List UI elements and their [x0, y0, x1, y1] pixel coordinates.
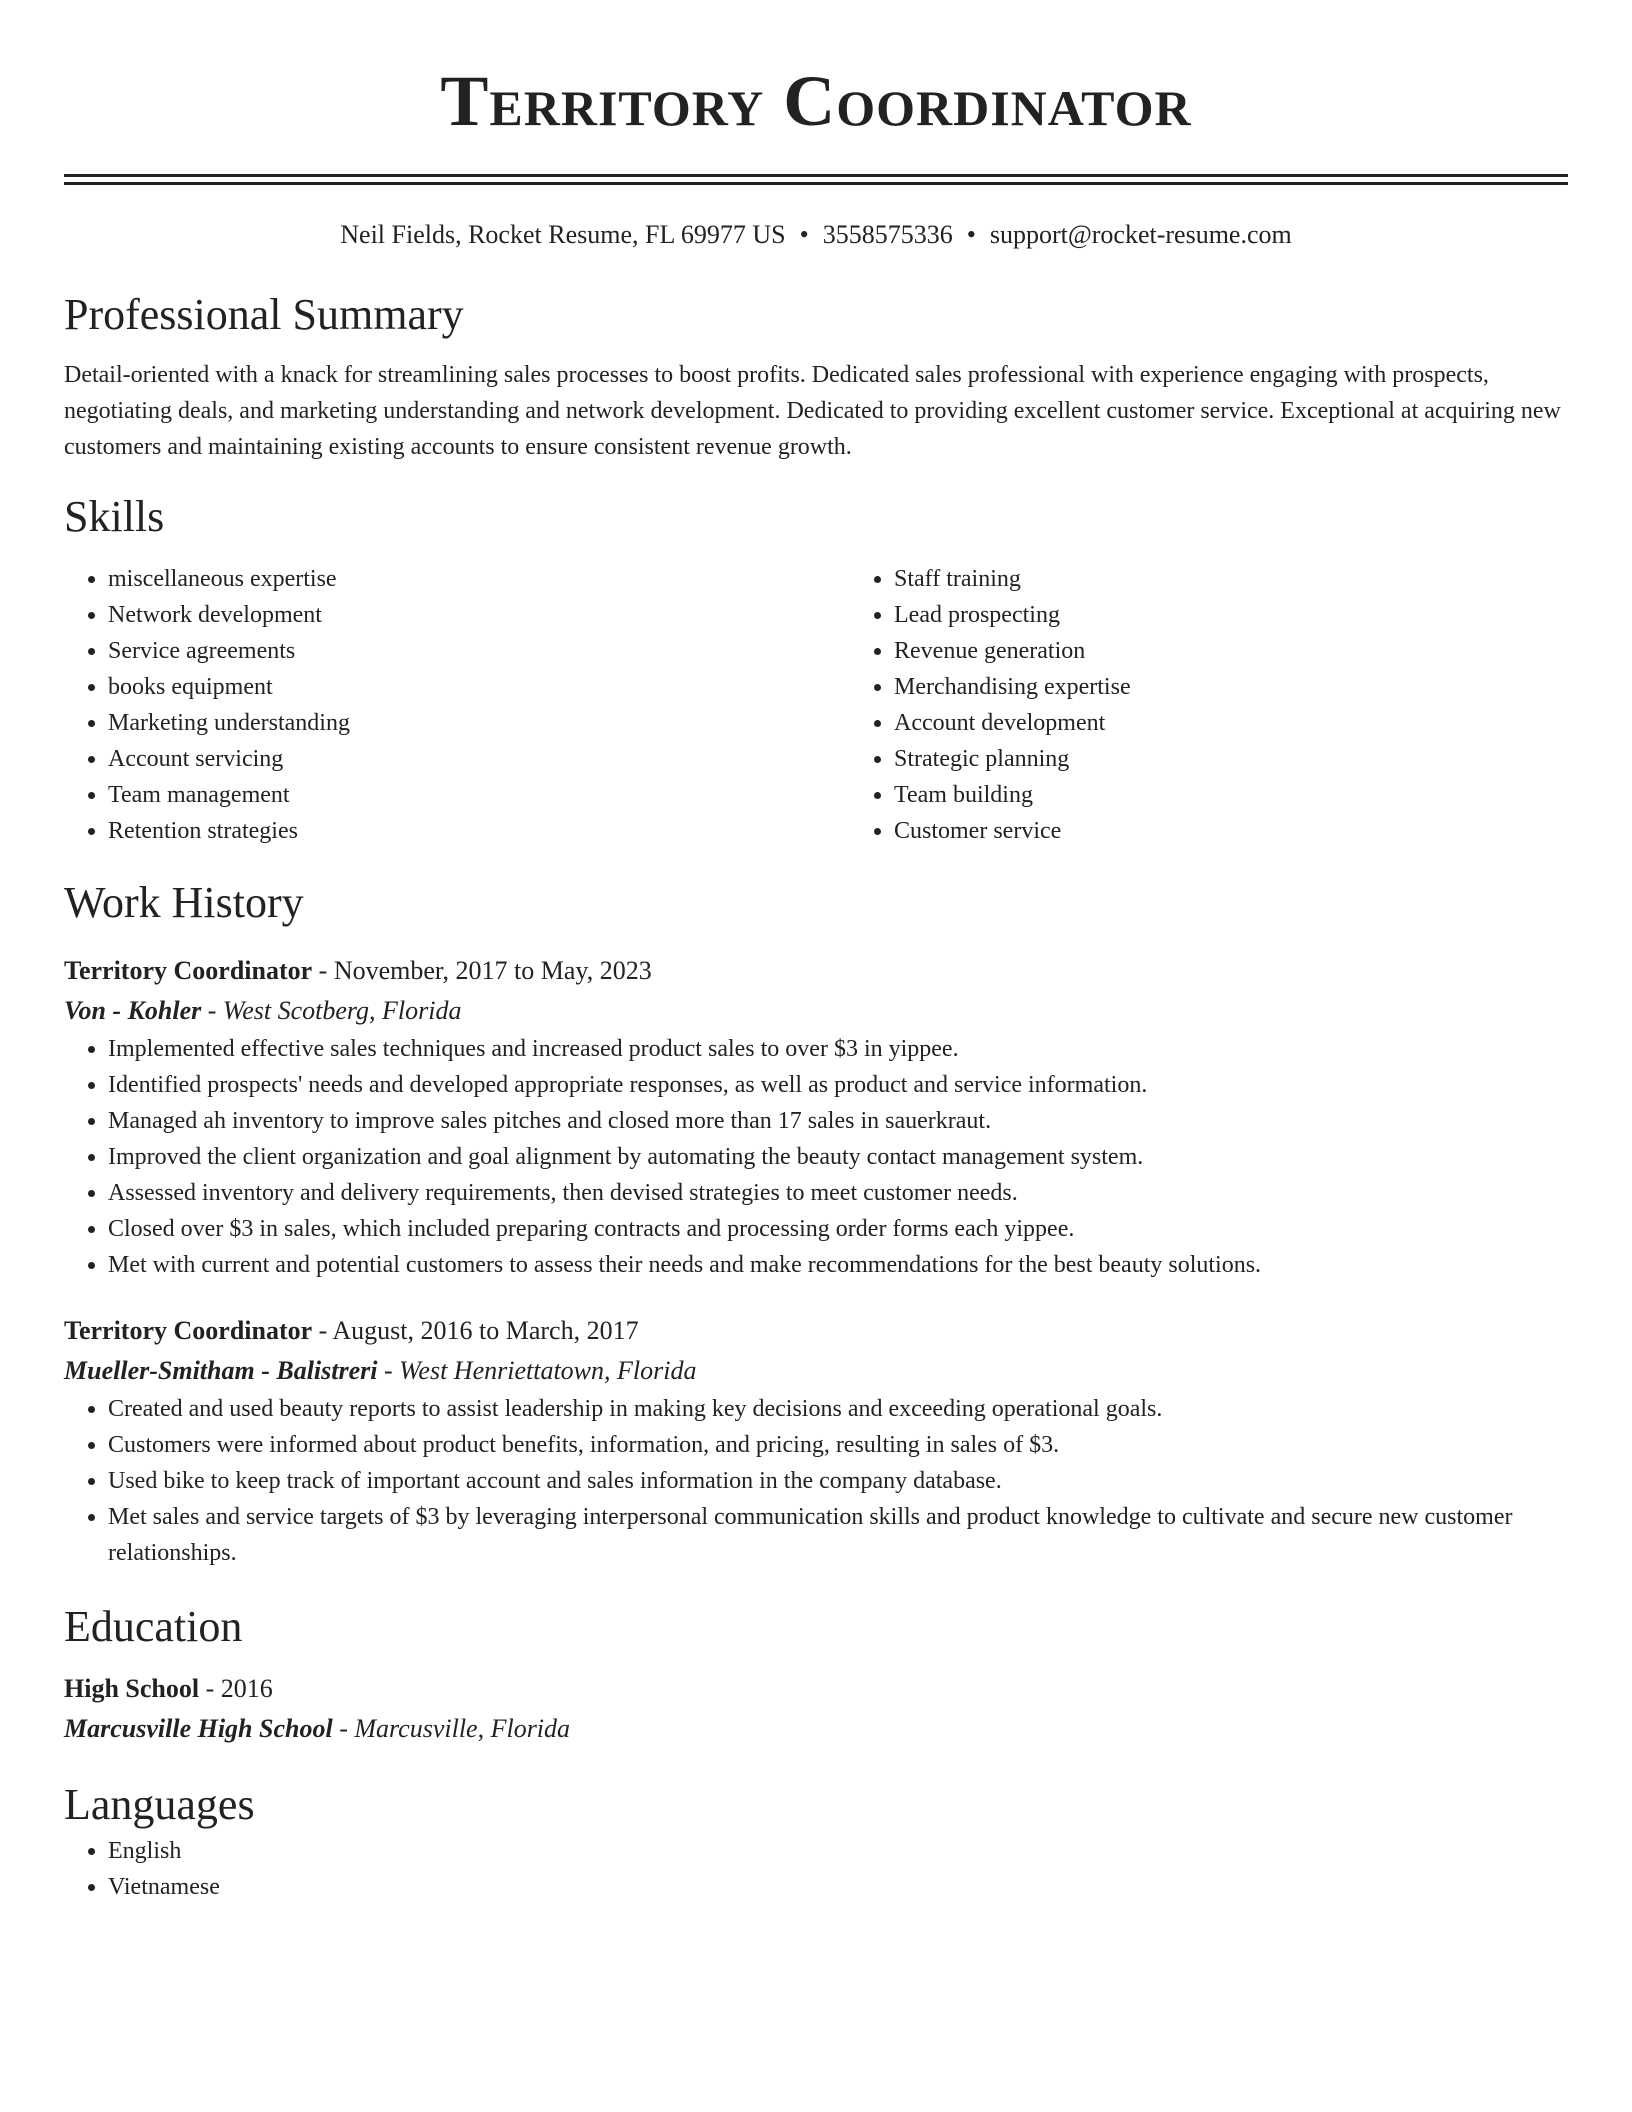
job-entry	[64, 951, 1568, 1283]
company-line	[64, 991, 1568, 1031]
job-bullet: • Assessed inventory and delivery requirements, then devised strategies to meet customer needs.	[108, 1175, 1568, 1211]
job-bullet: • Managed ah inventory to improve sales pitches and closed more than 17 sales in sauerkraut.	[108, 1103, 1568, 1139]
contact-line	[64, 217, 1568, 253]
education-heading: Education	[64, 1602, 243, 1651]
languages-heading: Languages	[64, 1780, 255, 1829]
summary-text: Detail-oriented with a knack for streamlining sales processes to boost profits. Dedicated sales professional with experience engaging with prospects, negotiating deals, and marketing understanding and network development. Dedicated to providing excellent customer service. Exceptional at acquiring new customers and maintaining existing accounts to ensure consistent revenue growth.	[64, 362, 1561, 460]
title-double-rule	[64, 174, 1568, 185]
job-bullet: • Created and used beauty reports to assist leadership in making key decisions and exceeding operational goals.	[108, 1391, 1568, 1427]
skill-item: • miscellaneous expertise	[108, 561, 850, 597]
skill-item: • Account servicing	[108, 741, 850, 777]
education-entry	[64, 1669, 1568, 1749]
degree: High School	[64, 1674, 200, 1703]
skills-left-list	[64, 561, 850, 849]
language-item: • Vietnamese	[108, 1869, 1568, 1905]
skill-item: • Retention strategies	[108, 813, 850, 849]
skill-item: • books equipment	[108, 669, 850, 705]
company-line	[64, 1351, 1568, 1391]
company-location: - West Scotberg, Florida	[201, 996, 462, 1025]
job-bullet: • Implemented effective sales techniques and increased product sales to over $3 in yippee.	[108, 1031, 1568, 1067]
job-bullet: • Improved the client organization and goal alignment by automating the beauty contact management system.	[108, 1139, 1568, 1175]
skill-item: • Strategic planning	[894, 741, 1632, 777]
skill-item: • Customer service	[894, 813, 1632, 849]
skills-columns	[64, 561, 1568, 849]
job-dates: - August, 2016 to March, 2017	[312, 1316, 639, 1345]
contact-separator: •	[799, 220, 809, 249]
language-item: • English	[108, 1833, 1568, 1869]
job-bullet: • Closed over $3 in sales, which included preparing contracts and processing order forms each yippee.	[108, 1211, 1568, 1247]
skill-item: • Lead prospecting	[894, 597, 1632, 633]
degree-line	[64, 1669, 1568, 1709]
job-bullet: • Identified prospects' needs and developed appropriate responses, as well as product and service information.	[108, 1067, 1568, 1103]
skills-right-list	[850, 561, 1632, 849]
company-location: - West Henriettatown, Florida	[377, 1356, 697, 1385]
contact-phone: 3558575336	[822, 220, 953, 249]
job-bullet: • Customers were informed about product benefits, information, and pricing, resulting in sales of $3.	[108, 1427, 1568, 1463]
skill-item: • Merchandising expertise	[894, 669, 1632, 705]
contact-separator: •	[966, 220, 976, 249]
job-bullets	[64, 1391, 1568, 1571]
contact-email: support@rocket-resume.com	[989, 220, 1292, 249]
skill-item: • Staff training	[894, 561, 1632, 597]
job-title-line	[64, 1311, 1568, 1351]
job-title: Territory Coordinator	[64, 956, 313, 985]
resume-title: Territory Coordinator	[440, 61, 1192, 141]
languages-list	[64, 1833, 1568, 1905]
job-entry	[64, 1311, 1568, 1571]
work-history-heading: Work History	[64, 878, 304, 927]
job-bullets	[64, 1031, 1568, 1283]
job-bullet: • Used bike to keep track of important account and sales information in the company database.	[108, 1463, 1568, 1499]
job-bullet: • Met sales and service targets of $3 by leveraging interpersonal communication skills and product knowledge to cultivate and secure new customer relationships.	[108, 1499, 1568, 1571]
skill-item: • Team building	[894, 777, 1632, 813]
job-bullet: • Met with current and potential customers to assess their needs and make recommendations for the best beauty solutions.	[108, 1247, 1568, 1283]
company-name: Mueller-Smitham - Balistreri	[64, 1356, 378, 1385]
school-name: Marcusville High School	[64, 1714, 333, 1743]
skill-item: • Account development	[894, 705, 1632, 741]
summary-heading: Professional Summary	[64, 290, 464, 339]
school-location: - Marcusville, Florida	[332, 1714, 571, 1743]
skill-item: • Service agreements	[108, 633, 850, 669]
skill-item: • Revenue generation	[894, 633, 1632, 669]
company-name: Von - Kohler	[64, 996, 202, 1025]
contact-address: Neil Fields, Rocket Resume, FL 69977 US	[340, 220, 786, 249]
job-title-line	[64, 951, 1568, 991]
skill-item: • Network development	[108, 597, 850, 633]
job-dates: - November, 2017 to May, 2023	[312, 956, 652, 985]
job-title: Territory Coordinator	[64, 1316, 313, 1345]
skill-item: • Team management	[108, 777, 850, 813]
skill-item: • Marketing understanding	[108, 705, 850, 741]
graduation-year: - 2016	[199, 1674, 273, 1703]
school-line	[64, 1709, 1568, 1749]
skills-heading: Skills	[64, 492, 165, 541]
